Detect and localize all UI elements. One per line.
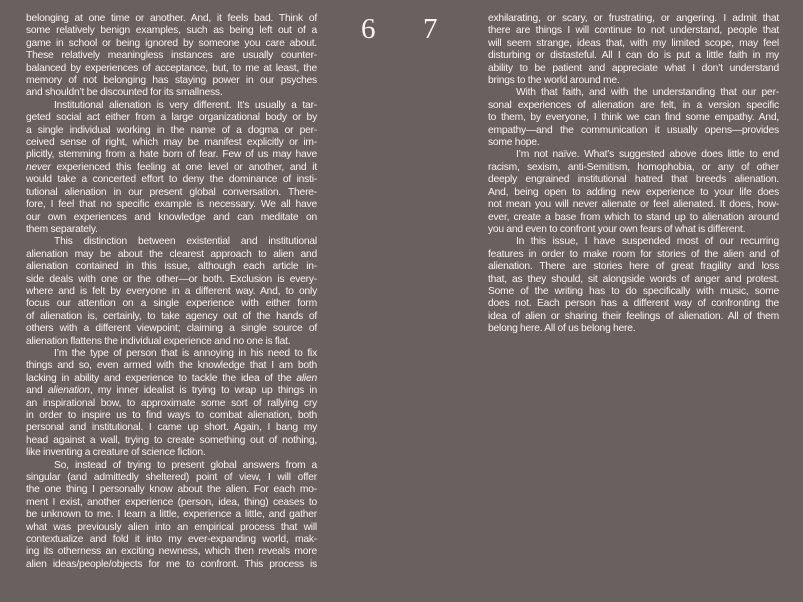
text-line: would take a concerted effort to deny the dominance of insti-: [26, 174, 317, 186]
text-line: This distinction between existential and institutional: [54, 236, 317, 248]
text-line: our own experiences and knowledge and can meditate on: [26, 211, 317, 223]
text-line: personal and institutional. I came up short. Again, I bang my: [26, 422, 317, 434]
text-line: ment I exist, another experience (person, idea, thing) ceases to: [26, 496, 317, 508]
text-line: ceived sense of right, which may be manifest explicitly or im-: [26, 137, 317, 149]
text-line: ing its otherness an exciting newness, which then reveals more: [26, 546, 317, 558]
text-line: lacking in ability and experience to tackle the idea of the alien: [26, 372, 317, 384]
text-line: belonging at one time or another. And, it feels bad. Think of: [26, 13, 317, 24]
text-line: alienation may be about the clearest approach to alien and: [26, 248, 317, 260]
text-line: plicitly, stemming from a hate born of fear. Few of us may have: [26, 149, 317, 161]
text-line: belong here. All of us belong here.: [488, 323, 636, 335]
text-line: sonal experiences of alienation are felt, in a version specific: [488, 99, 779, 111]
text-line: exhilarating, or scary, or frustrating, or angering. I admit that: [488, 13, 779, 24]
left-page-text-column: [26, 13, 317, 571]
text-line: what was previously alien into an empirical process that will: [26, 521, 317, 533]
text-line: ability to be patient and appreciate what I don’t understand: [488, 62, 779, 74]
text-line: like inventing a creature of science fiction.: [26, 447, 206, 459]
text-line: there are things I will continue to not understand, people that: [488, 25, 779, 37]
text-line: some relatively benign examples, such as being left out of a: [26, 25, 317, 37]
text-line: And, being open to adding new experience to your life does: [488, 186, 779, 198]
text-line: head against a wall, trying to create something out of nothing,: [26, 434, 317, 446]
text-line: to them, by everyone, I think we can find some empathy. And,: [488, 112, 779, 124]
right-page-text-column: [488, 13, 779, 336]
text-line: features in order to make room for stories of the alien and of: [488, 248, 779, 260]
text-line: some hope.: [488, 137, 540, 149]
text-line: racism, sexism, anti-Semitism, homophobia, or any of other: [488, 161, 779, 173]
text-line: So, instead of trying to present global answers from a: [54, 459, 317, 471]
text-line: I’m not naïve. What’s suggested above does little to end: [516, 149, 779, 161]
text-line: fore, I feel that no specific example is necessary. We all have: [26, 199, 317, 211]
text-line: I’m the type of person that is annoying in his need to fix: [54, 347, 317, 359]
text-line: alienation. There are stories here of great fragility and loss: [488, 261, 779, 273]
text-line: balanced by experiences of acceptance, but, to me at least, the: [26, 62, 317, 74]
text-line: and shouldn’t be discounted for its smallness.: [26, 87, 223, 99]
text-line: ever, create a base from which to stand up to alienation around: [488, 211, 779, 223]
text-line: in order to inspire us to find ways to combat alienation, both: [26, 410, 317, 421]
text-line: focus our attention on a single experience with either form: [26, 298, 317, 310]
page-number-right: 7: [423, 13, 438, 45]
text-line: them separately.: [26, 223, 98, 235]
text-line: idea of alien or sharing their feelings of alienation. All of them: [488, 310, 779, 322]
text-line: geted social act either from a large organizational body or by: [26, 112, 317, 124]
text-line: of alienation is, certainly, to take agency out of the hands of: [26, 310, 317, 322]
text-line: In this issue, I have suspended most of our recurring: [516, 236, 779, 248]
text-line: be unknown to me. I learn a little, experience a little, and gather: [26, 509, 317, 521]
text-line: disturbing or distasteful. All I can do is put a little faith in my: [488, 50, 779, 62]
page-number-left: 6: [361, 13, 376, 45]
text-line: alien ideas/people/objects for me to confront. This process is: [26, 558, 317, 570]
text-line: never experienced this feeling at one level or another, and it: [26, 161, 317, 173]
text-line: not mean you will never alienate or feel alienated. It does, how-: [488, 199, 779, 211]
text-line: contextualize and fold it into my ever-expanding world, mak-: [26, 534, 317, 546]
text-line: With that faith, and with the understanding that our per-: [516, 87, 779, 99]
text-line: you and even to confront your own fears of what is different.: [488, 223, 746, 235]
text-line: alienation contained in this issue, although each article in-: [26, 261, 317, 273]
text-line: Institutional alienation is very different. It’s usually a tar-: [54, 99, 317, 111]
text-line: deeply engrained institutional hatred that breeds alienation.: [488, 174, 779, 186]
text-line: does not. Each person has a different way of confronting the: [488, 298, 779, 310]
text-line: where and is felt by everyone in a different way. And, to only: [26, 285, 317, 297]
text-line: memory of not belonging has staying power in our psyches: [26, 75, 317, 87]
text-line: will seem strange, ideas that, with my limited scope, may feel: [488, 37, 779, 49]
text-line: brings to the world around me.: [488, 75, 620, 87]
text-line: singular (and admittedly sheltered) point of view, I will offer: [26, 472, 317, 484]
text-line: Some of the writing has to do specifically with music, some: [488, 285, 779, 297]
text-line: things and so, even armed with the knowledge that I am both: [26, 360, 317, 372]
text-line: game in school or being ignored by someone you care about.: [26, 37, 317, 49]
text-line: an inspirational bow, to approximate some sort of rallying cry: [26, 397, 317, 409]
text-line: empathy—and the communication it usually opens—provides: [488, 124, 779, 136]
text-line: a single individual working in the name of a dogma or per-: [26, 124, 317, 136]
text-line: the one thing I personally know about the alien. For each mo-: [26, 484, 317, 496]
text-line: others with a different viewpoint; claiming a single source of: [26, 323, 317, 335]
text-line: alienation flattens the individual experience and no one is flat.: [26, 335, 291, 347]
text-line: tutional alienation in our present global conversation. There-: [26, 186, 317, 198]
text-line: that, as they should, sit alongside words of anger and protest.: [488, 273, 779, 285]
text-line: and alienation, my inner idealist is trying to wrap up things in: [26, 385, 317, 397]
text-line: side deals with one or the other—or both. Exclusion is every-: [26, 273, 317, 285]
text-line: These relatively meaningless instances are usually counter-: [26, 50, 317, 62]
